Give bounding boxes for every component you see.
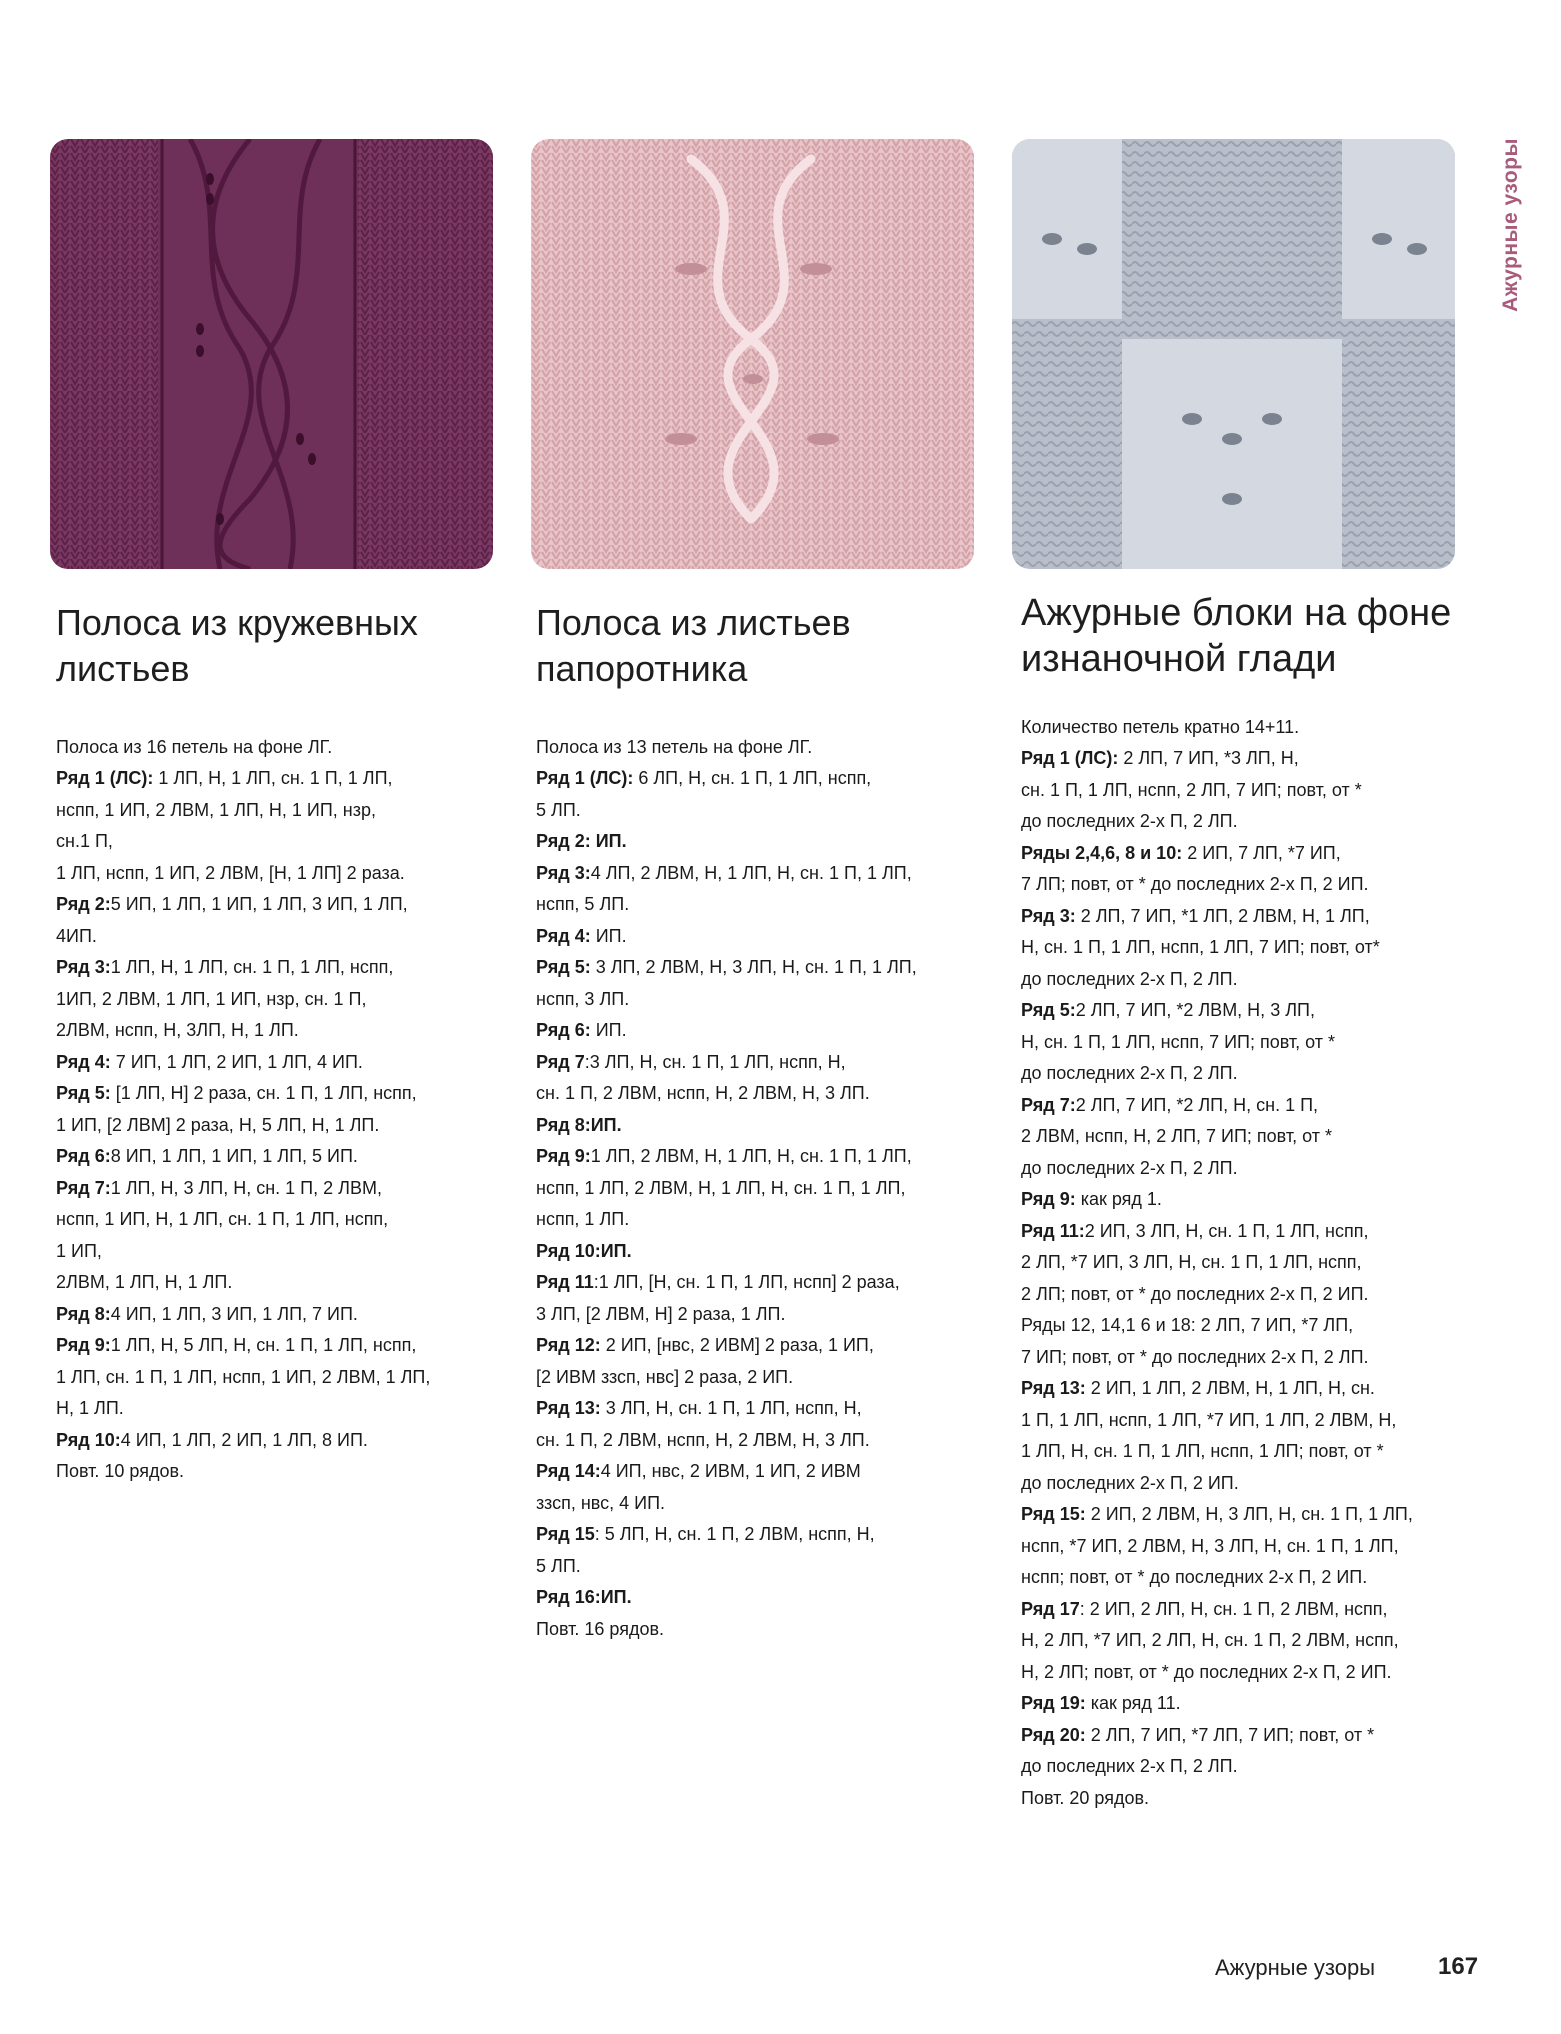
row-text-line: 2 ЛП, *7 ИП, 3 ЛП, Н, сн. 1 П, 1 ЛП, нспп, — [1021, 1252, 1362, 1272]
row-text-line: Н, сн. 1 П, 1 ЛП, нспп, 7 ИП; повт, от * — [1021, 1031, 1336, 1052]
row-text-line: 1 ЛП, Н, сн. 1 П, 1 ЛП, нспп, 1 ЛП; повт, от * — [1021, 1441, 1384, 1461]
pattern-row — [56, 952, 496, 1047]
row-label: Ряд 7: — [1021, 1094, 1076, 1115]
pattern-row — [536, 1110, 986, 1142]
row-text-line: 1 ЛП, сн. 1 П, 1 ЛП, нспп, 1 ИП, 2 ЛВМ, 1 ЛП, — [56, 1366, 431, 1387]
row-text-line: 1 ЛП, Н, 5 ЛП, Н, сн. 1 П, 1 ЛП, нспп, — [110, 1335, 417, 1355]
row-text-line: 1 ЛП, нспп, 1 ИП, 2 ЛВМ, [Н, 1 ЛП] 2 раза. — [56, 862, 405, 883]
footer-section-name: Ажурные узоры — [1215, 1955, 1376, 1980]
row-text-line: до последних 2-х П, 2 ЛП. — [1021, 1063, 1238, 1083]
pattern-row — [1021, 1783, 1491, 1815]
row-text-line: 2ЛВМ, 1 ЛП, Н, 1 ЛП. — [56, 1272, 233, 1292]
row-text-line: 1 ЛП, Н, 3 ЛП, Н, сн. 1 П, 2 ЛВМ, — [110, 1177, 382, 1198]
row-label: Ряд 10: — [56, 1429, 121, 1450]
row-label: Ряд 3: — [536, 862, 591, 883]
row-label: Ряд 5: — [536, 957, 591, 977]
row-text-line: 2 ЛП, 7 ИП, *2 ЛВМ, Н, 3 ЛП, — [1075, 1000, 1315, 1020]
row-label: Ряд 15 — [536, 1524, 595, 1544]
row-text-line: 2 ЛП, 7 ИП, *3 ЛП, Н, — [1118, 748, 1299, 768]
row-text-line: 4ИП. — [56, 925, 97, 946]
row-text-line: нспп, 1 ЛП, 2 ЛВМ, Н, 1 ЛП, Н, сн. 1 П, 1 ЛП, — [536, 1177, 906, 1198]
pattern-row — [1021, 995, 1491, 1090]
row-text-line: Повт. 20 рядов. — [1021, 1787, 1150, 1808]
row-text-line: Повт. 16 рядов. — [536, 1618, 665, 1639]
row-text-line: 2 ИП, 2 ЛВМ, Н, 3 ЛП, Н, сн. 1 П, 1 ЛП, — [1085, 1504, 1413, 1524]
row-text-line: нспп, 3 ЛП. — [536, 988, 630, 1009]
row-text-line: нспп, 1 ИП, Н, 1 ЛП, сн. 1 П, 1 ЛП, нспп, — [56, 1209, 389, 1229]
pattern-row — [1021, 1310, 1491, 1373]
row-label: Ряд 9: — [56, 1335, 111, 1355]
row-label: Ряд 10:ИП. — [536, 1240, 632, 1261]
row-text-line: Ряды 12, 14,1 6 и 18: 2 ЛП, 7 ИП, *7 ЛП, — [1021, 1315, 1354, 1335]
row-text-line: 7 ЛП; повт, от * до последних 2-х П, 2 ИП. — [1021, 874, 1369, 894]
side-tab-label: Ажурные узоры — [1499, 138, 1523, 312]
row-text-line: до последних 2-х П, 2 ИП. — [1021, 1472, 1239, 1493]
row-text-line: :1 ЛП, [Н, сн. 1 П, 1 ЛП, нспп] 2 раза, — [593, 1272, 900, 1292]
pattern-row — [536, 1236, 986, 1268]
title-line: листьев — [56, 648, 190, 689]
pattern-row — [536, 1015, 986, 1047]
pattern-row — [56, 889, 496, 952]
photo-lace-leaves — [50, 139, 493, 569]
row-label: Ряд 1 (ЛС): — [1021, 748, 1119, 768]
row-label: Ряд 11 — [536, 1272, 594, 1292]
row-text-line: 2 ЛП, 7 ИП, *1 ЛП, 2 ЛВМ, Н, 1 ЛП, — [1075, 905, 1370, 926]
row-text-line: сн. 1 П, 2 ЛВМ, нспп, Н, 2 ЛВМ, Н, 3 ЛП. — [536, 1083, 870, 1103]
pattern-row — [536, 952, 986, 1015]
row-text-line: 1ИП, 2 ЛВМ, 1 ЛП, 1 ИП, нзр, сн. 1 П, — [56, 988, 367, 1009]
pattern-row — [536, 921, 986, 953]
pattern-row — [536, 826, 986, 858]
photo-openwork-blocks — [1012, 139, 1455, 569]
pattern-row — [56, 1330, 496, 1425]
pattern-row — [56, 1078, 496, 1141]
pattern-row — [536, 1330, 986, 1393]
pattern-column-2 — [536, 600, 986, 1645]
title-line: Полоса из листьев — [536, 602, 851, 643]
pattern-row — [536, 763, 986, 826]
pattern-row — [536, 1393, 986, 1456]
row-label: Ряд 7 — [536, 1051, 585, 1072]
section-side-tab — [1496, 120, 1526, 330]
row-label: Ряд 7: — [56, 1177, 111, 1198]
row-text-line: 4 ЛП, 2 ЛВМ, Н, 1 ЛП, Н, сн. 1 П, 1 ЛП, — [590, 862, 912, 883]
row-text-line: нспп; повт, от * до последних 2-х П, 2 ИП. — [1021, 1567, 1368, 1587]
row-text-line: 4 ИП, нвс, 2 ИВМ, 1 ИП, 2 ИВМ — [600, 1461, 861, 1481]
pattern-row — [536, 1456, 986, 1519]
pattern-row — [56, 1425, 496, 1457]
row-text-line: ИП. — [590, 1020, 627, 1040]
row-label: Ряды 2,4,6, 8 и 10: — [1021, 842, 1183, 863]
row-text-line: 8 ИП, 1 ЛП, 1 ИП, 1 ЛП, 5 ИП. — [110, 1146, 358, 1166]
row-label: Ряд 9: — [536, 1146, 591, 1166]
row-label: Ряд 2: ИП. — [536, 831, 627, 851]
pattern-title — [1021, 590, 1491, 682]
pattern-row — [536, 1519, 986, 1582]
pattern-column-3 — [1021, 590, 1491, 1814]
page-number: 167 — [1438, 1953, 1479, 1980]
pattern-row — [1021, 1090, 1491, 1185]
knit-swatch-image — [531, 139, 974, 569]
row-text-line: 3 ЛП, Н, сн. 1 П, 1 ЛП, нспп, Н, — [600, 1398, 862, 1418]
row-text-line: 2ЛВМ, нспп, Н, 3ЛП, Н, 1 ЛП. — [56, 1020, 299, 1040]
row-text-line: 4 ИП, 1 ЛП, 2 ИП, 1 ЛП, 8 ИП. — [120, 1429, 368, 1450]
row-label: Ряд 16:ИП. — [536, 1587, 632, 1607]
pattern-row — [1021, 1216, 1491, 1311]
row-text-line: 6 ЛП, Н, сн. 1 П, 1 ЛП, нспп, — [633, 768, 872, 788]
title-line: Полоса из кружевных — [56, 602, 418, 643]
pattern-intro: Количество петель кратно 14+11. — [1021, 717, 1300, 737]
pattern-row — [1021, 1184, 1491, 1216]
pattern-row — [1021, 1688, 1491, 1720]
pattern-title — [56, 600, 496, 692]
row-text-line: 5 ИП, 1 ЛП, 1 ИП, 1 ЛП, 3 ИП, 1 ЛП, — [110, 894, 408, 914]
row-label: Ряд 3: — [1021, 905, 1076, 926]
pattern-rows — [536, 763, 986, 1645]
pattern-row — [1021, 1594, 1491, 1689]
row-label: Ряд 6: — [56, 1146, 111, 1166]
row-text-line: как ряд 11. — [1085, 1693, 1181, 1713]
pattern-row — [56, 1173, 496, 1299]
pattern-row — [536, 1582, 986, 1614]
row-text-line: сн.1 П, — [56, 831, 113, 851]
pattern-row — [536, 1141, 986, 1236]
pattern-row — [536, 1047, 986, 1110]
pattern-row — [536, 1267, 986, 1330]
pattern-row — [56, 763, 496, 889]
row-text-line: 7 ИП; повт, от * до последних 2-х П, 2 ЛП. — [1021, 1346, 1369, 1367]
row-label: Ряд 8:ИП. — [536, 1114, 622, 1135]
row-text-line: 2 ЛП, 7 ИП, *7 ЛП, 7 ИП; повт, от * — [1085, 1724, 1375, 1745]
row-text-line: Н, сн. 1 П, 1 ЛП, нспп, 1 ЛП, 7 ИП; повт, от* — [1021, 937, 1380, 957]
row-label: Ряд 5: — [56, 1083, 111, 1103]
pattern-row — [536, 858, 986, 921]
row-text-line: нспп, 1 ИП, 2 ЛВМ, 1 ЛП, Н, 1 ИП, нзр, — [56, 799, 377, 820]
pattern-row — [1021, 1499, 1491, 1594]
row-label: Ряд 3: — [56, 957, 111, 977]
row-label: Ряд 2: — [56, 894, 111, 914]
row-text-line: 1 ИП, — [56, 1240, 102, 1261]
row-text-line: ИП. — [590, 925, 627, 946]
pattern-row — [1021, 901, 1491, 996]
pattern-row — [1021, 838, 1491, 901]
title-line: папоротника — [536, 648, 748, 689]
row-text-line: до последних 2-х П, 2 ЛП. — [1021, 1157, 1238, 1178]
row-label: Ряд 4: — [56, 1051, 111, 1072]
row-label: Ряд 12: — [536, 1335, 601, 1355]
row-text-line: [1 ЛП, Н] 2 раза, сн. 1 П, 1 ЛП, нспп, — [110, 1083, 417, 1103]
row-text-line: 1 ЛП, Н, 1 ЛП, сн. 1 П, 1 ЛП, нспп, — [110, 957, 394, 977]
row-label: Ряд 4: — [536, 925, 591, 946]
row-label: Ряд 17 — [1021, 1598, 1080, 1619]
row-text-line: 4 ИП, 1 ЛП, 3 ИП, 1 ЛП, 7 ИП. — [110, 1303, 358, 1324]
pattern-intro: Полоса из 16 петель на фоне ЛГ. — [56, 737, 333, 757]
row-label: Ряд 15: — [1021, 1504, 1086, 1524]
pattern-row — [536, 1614, 986, 1646]
pattern-row — [1021, 1720, 1491, 1783]
pattern-row — [1021, 1373, 1491, 1499]
row-text-line: :3 ЛП, Н, сн. 1 П, 1 ЛП, нспп, Н, — [584, 1051, 846, 1072]
title-line: изнаночной глади — [1021, 638, 1337, 680]
pattern-rows — [1021, 743, 1491, 1814]
pattern-column-1 — [56, 600, 496, 1488]
row-label: Ряд 1 (ЛС): — [56, 768, 154, 788]
pattern-row — [56, 1456, 496, 1488]
row-label: Ряд 13: — [536, 1398, 601, 1418]
pattern-row — [56, 1141, 496, 1173]
row-text-line: Н, 1 ЛП. — [56, 1398, 124, 1418]
row-text-line: нспп, *7 ИП, 2 ЛВМ, Н, 3 ЛП, Н, сн. 1 П, 1 ЛП, — [1021, 1535, 1399, 1556]
row-label: Ряд 11: — [1021, 1220, 1085, 1241]
row-text-line: 3 ЛП, 2 ЛВМ, Н, 3 ЛП, Н, сн. 1 П, 1 ЛП, — [590, 957, 917, 977]
row-text-line: сн. 1 П, 1 ЛП, нспп, 2 ЛП, 7 ИП; повт, от * — [1021, 779, 1362, 800]
row-text-line: до последних 2-х П, 2 ЛП. — [1021, 1756, 1238, 1776]
row-text-line: сн. 1 П, 2 ЛВМ, нспп, Н, 2 ЛВМ, Н, 3 ЛП. — [536, 1429, 870, 1450]
pattern-row — [1021, 743, 1491, 838]
row-text-line: как ряд 1. — [1075, 1189, 1162, 1209]
row-text-line: Н, 2 ЛП, *7 ИП, 2 ЛП, Н, сн. 1 П, 2 ЛВМ, нспп, — [1021, 1630, 1399, 1650]
row-text-line: [2 ИВМ ззсп, нвс] 2 раза, 2 ИП. — [536, 1366, 794, 1387]
row-label: Ряд 5: — [1021, 1000, 1076, 1020]
row-text-line: 2 ИП, 3 ЛП, Н, сн. 1 П, 1 ЛП, нспп, — [1084, 1220, 1369, 1241]
pattern-row — [56, 1299, 496, 1331]
row-label: Ряд 20: — [1021, 1724, 1086, 1745]
pattern-intro: Полоса из 13 петель на фоне ЛГ. — [536, 737, 813, 757]
row-text-line: : 2 ИП, 2 ЛП, Н, сн. 1 П, 2 ЛВМ, нспп, — [1079, 1598, 1388, 1619]
row-text-line: : 5 ЛП, Н, сн. 1 П, 2 ЛВМ, нспп, Н, — [594, 1524, 875, 1544]
knit-swatch-image — [50, 139, 493, 569]
row-label: Ряд 1 (ЛС): — [536, 768, 634, 788]
row-text-line: ззсп, нвс, 4 ИП. — [536, 1492, 666, 1513]
row-text-line: 7 ИП, 1 ЛП, 2 ИП, 1 ЛП, 4 ИП. — [110, 1051, 363, 1072]
row-text-line: 1 ЛП, Н, 1 ЛП, сн. 1 П, 1 ЛП, — [153, 768, 393, 788]
row-text-line: нспп, 1 ЛП. — [536, 1209, 630, 1229]
row-label: Ряд 13: — [1021, 1378, 1086, 1398]
row-text-line: 5 ЛП. — [536, 799, 581, 820]
row-text-line: 1 ЛП, 2 ЛВМ, Н, 1 ЛП, Н, сн. 1 П, 1 ЛП, — [590, 1146, 912, 1166]
row-text-line: 2 ИП, 7 ЛП, *7 ИП, — [1182, 842, 1341, 863]
title-line: Ажурные блоки на фоне — [1021, 592, 1452, 634]
row-text-line: 1 П, 1 ЛП, нспп, 1 ЛП, *7 ИП, 1 ЛП, 2 ЛВМ, Н, — [1021, 1409, 1397, 1430]
row-text-line: 2 ИП, [нвс, 2 ИВМ] 2 раза, 1 ИП, — [600, 1335, 874, 1355]
pattern-title — [536, 600, 986, 692]
row-label: Ряд 19: — [1021, 1693, 1086, 1713]
row-label: Ряд 9: — [1021, 1189, 1076, 1209]
pattern-rows — [56, 763, 496, 1488]
knit-swatch-image — [1012, 139, 1455, 569]
row-label: Ряд 14: — [536, 1461, 601, 1481]
row-text-line: 3 ЛП, [2 ЛВМ, Н] 2 раза, 1 ЛП. — [536, 1303, 786, 1324]
row-text-line: Повт. 10 рядов. — [56, 1461, 185, 1481]
row-text-line: 2 ИП, 1 ЛП, 2 ЛВМ, Н, 1 ЛП, Н, сн. — [1085, 1378, 1375, 1398]
photo-fern-leaves — [531, 139, 974, 569]
row-text-line: Н, 2 ЛП; повт, от * до последних 2-х П, 2 ИП. — [1021, 1661, 1392, 1682]
row-text-line: 2 ЛВМ, нспп, Н, 2 ЛП, 7 ИП; повт, от * — [1021, 1126, 1332, 1146]
row-text-line: 2 ЛП, 7 ИП, *2 ЛП, Н, сн. 1 П, — [1075, 1094, 1319, 1115]
row-label: Ряд 8: — [56, 1303, 111, 1324]
row-text-line: 1 ИП, [2 ЛВМ] 2 раза, Н, 5 ЛП, Н, 1 ЛП. — [56, 1114, 380, 1135]
row-text-line: 2 ЛП; повт, от * до последних 2-х П, 2 ИП. — [1021, 1283, 1369, 1304]
row-text-line: до последних 2-х П, 2 ЛП. — [1021, 968, 1238, 989]
row-text-line: 5 ЛП. — [536, 1555, 581, 1576]
row-text-line: до последних 2-х П, 2 ЛП. — [1021, 811, 1238, 831]
pattern-row — [56, 1047, 496, 1079]
row-label: Ряд 6: — [536, 1020, 591, 1040]
row-text-line: нспп, 5 ЛП. — [536, 894, 630, 914]
